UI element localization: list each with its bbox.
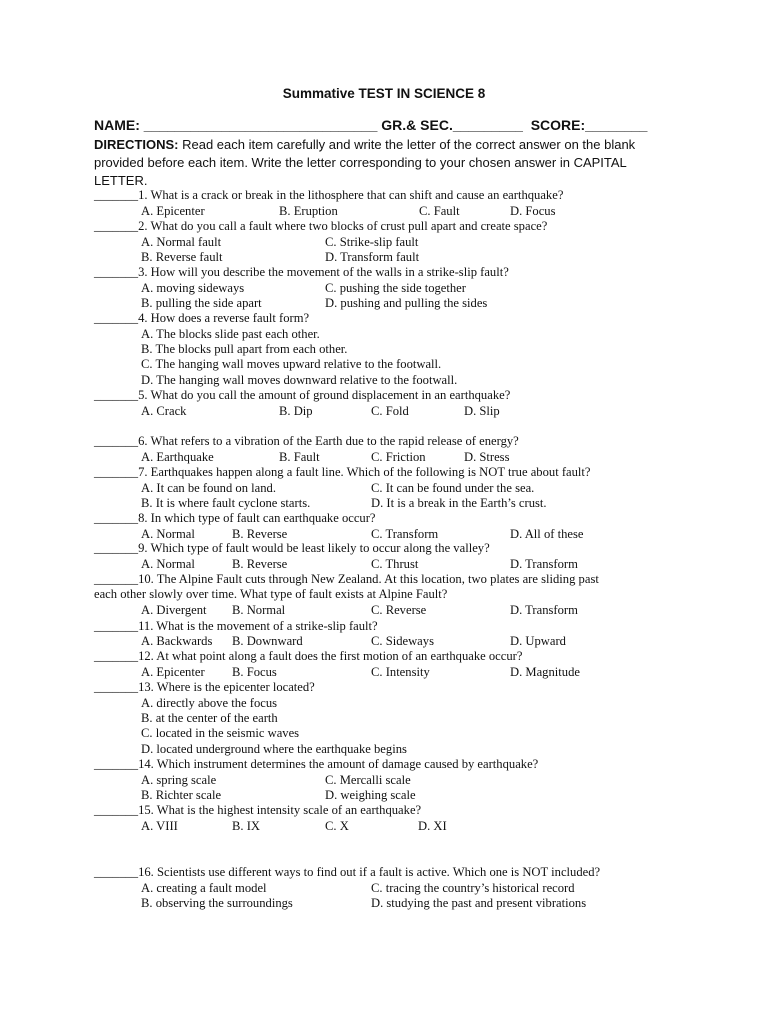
option-d: D. studying the past and present vibrations	[371, 896, 587, 910]
option-b: B. IX	[232, 819, 260, 833]
answer-blank[interactable]: _______	[94, 541, 139, 555]
option-c: C. The hanging wall moves upward relative to the footwall.	[141, 357, 442, 371]
answer-blank[interactable]: _______	[94, 219, 139, 233]
question-stem	[94, 311, 309, 326]
option-b: B. Dip	[279, 404, 313, 418]
option-d: D. Transform fault	[325, 250, 420, 264]
question-text: 14. Which instrument determines the amount of damage caused by earthquake?	[138, 757, 539, 771]
option-d: D. Stress	[464, 450, 510, 464]
answer-blank[interactable]: _______	[94, 619, 139, 633]
option-b: B. Reverse fault	[141, 250, 223, 264]
question-stem	[94, 188, 563, 203]
answer-blank[interactable]: _______	[94, 311, 139, 325]
option-a: A. moving sideways	[141, 281, 245, 295]
option-b: B. Normal	[232, 603, 286, 617]
option-c: C. Sideways	[371, 634, 434, 648]
option-b: B. Reverse	[232, 527, 288, 541]
question-stem	[94, 649, 522, 664]
option-a: A. Normal	[141, 527, 195, 541]
option-b: B. The blocks pull apart from each other.	[141, 342, 348, 356]
answer-blank[interactable]: _______	[94, 572, 139, 586]
option-d: D. Magnitude	[510, 665, 580, 679]
option-a: A. It can be found on land.	[141, 481, 276, 495]
question-text: 15. What is the highest intensity scale of an earthquake?	[138, 803, 422, 817]
option-c: C. Fault	[419, 204, 460, 218]
question-text: 7. Earthquakes happen along a fault line. Which of the following is NOT true about fault?	[138, 465, 591, 479]
option-a: A. Backwards	[141, 634, 213, 648]
question-stem	[94, 572, 599, 587]
option-d: D. Focus	[510, 204, 556, 218]
option-c: C. Transform	[371, 527, 439, 541]
question-text: 11. What is the movement of a strike-slip fault?	[138, 619, 378, 633]
option-c: C. tracing the country’s historical record	[371, 881, 575, 895]
answer-blank[interactable]: _______	[94, 865, 139, 879]
option-d: D. Slip	[464, 404, 500, 418]
question-stem	[94, 219, 547, 234]
test-title: Summative TEST IN SCIENCE 8	[282, 86, 486, 101]
option-c: C. Friction	[371, 450, 426, 464]
option-a: A. spring scale	[141, 773, 217, 787]
answer-blank[interactable]: _______	[94, 434, 139, 448]
option-b: B. at the center of the earth	[141, 711, 278, 725]
question-stem	[94, 680, 315, 695]
option-c: C. Mercalli scale	[325, 773, 411, 787]
question-stem	[94, 865, 600, 880]
option-a: A. Normal	[141, 557, 195, 571]
question-stem	[94, 511, 376, 526]
question-text-continued: each other slowly over time. What type of fault exists at Alpine Fault?	[94, 587, 448, 601]
question-text: 3. How will you describe the movement of the walls in a strike-slip fault?	[138, 265, 509, 279]
option-b: B. Richter scale	[141, 788, 222, 802]
question-text: 4. How does a reverse fault form?	[138, 311, 310, 325]
option-b: B. Fault	[279, 450, 320, 464]
option-c: C. located in the seismic waves	[141, 726, 300, 740]
option-b: B. Eruption	[279, 204, 338, 218]
option-a: A. creating a fault model	[141, 881, 267, 895]
option-c: C. It can be found under the sea.	[371, 481, 535, 495]
answer-blank[interactable]: _______	[94, 388, 139, 402]
question-text: 9. Which type of fault would be least likely to occur along the valley?	[138, 541, 490, 555]
name-blank[interactable]: ______________________________	[143, 117, 378, 133]
option-b: B. It is where fault cyclone starts.	[141, 496, 311, 510]
option-a: A. Normal fault	[141, 235, 222, 249]
option-d: D. It is a break in the Earth’s crust.	[371, 496, 547, 510]
question-stem	[94, 388, 510, 403]
question-stem	[94, 619, 378, 634]
answer-blank[interactable]: _______	[94, 757, 139, 771]
grade-section-blank[interactable]: _________	[452, 117, 523, 133]
answer-blank[interactable]: _______	[94, 803, 139, 817]
option-a: A. Divergent	[141, 603, 207, 617]
question-text: 2. What do you call a fault where two blocks of crust pull apart and create space?	[138, 219, 548, 233]
option-b: B. Reverse	[232, 557, 288, 571]
question-text: 8. In which type of fault can earthquake occur?	[138, 511, 376, 525]
question-stem	[94, 434, 519, 449]
score-label: SCORE:	[530, 117, 586, 133]
question-stem	[94, 465, 591, 480]
option-a: A. Earthquake	[141, 450, 214, 464]
option-d: D. Transform	[510, 557, 578, 571]
option-d: D. XI	[418, 819, 447, 833]
option-c: C. X	[325, 819, 349, 833]
directions-label: DIRECTIONS:	[94, 137, 179, 152]
option-c: C. Reverse	[371, 603, 427, 617]
answer-blank[interactable]: _______	[94, 511, 139, 525]
question-text: 12. At what point along a fault does the first motion of an earthquake occur?	[138, 649, 523, 663]
option-d: D. weighing scale	[325, 788, 416, 802]
answer-blank[interactable]: _______	[94, 188, 139, 202]
question-stem	[94, 541, 490, 556]
directions	[94, 136, 664, 190]
name-label: NAME:	[94, 117, 140, 133]
option-d: D. All of these	[510, 527, 584, 541]
question-text: 10. The Alpine Fault cuts through New Zealand. At this location, two plates are sliding past	[138, 572, 599, 586]
option-c: C. Thrust	[371, 557, 419, 571]
question-text: 6. What refers to a vibration of the Earth due to the rapid release of energy?	[138, 434, 519, 448]
answer-blank[interactable]: _______	[94, 649, 139, 663]
answer-blank[interactable]: _______	[94, 465, 139, 479]
student-info-header	[94, 117, 647, 133]
option-c: C. Fold	[371, 404, 409, 418]
option-a: A. The blocks slide past each other.	[141, 327, 320, 341]
option-d: D. Transform	[510, 603, 578, 617]
option-a: A. Epicenter	[141, 665, 205, 679]
option-d: D. pushing and pulling the sides	[325, 296, 488, 310]
score-blank[interactable]: ________	[585, 117, 648, 133]
grade-section-label: GR.& SEC.	[381, 117, 453, 133]
question-text: 5. What do you call the amount of ground displacement in an earthquake?	[138, 388, 511, 402]
option-a: A. directly above the focus	[141, 696, 278, 710]
question-stem	[94, 265, 509, 280]
option-a: A. Crack	[141, 404, 187, 418]
option-b: B. pulling the side apart	[141, 296, 262, 310]
question-text: 1. What is a crack or break in the lithosphere that can shift and cause an earthquake?	[138, 188, 564, 202]
option-a: A. Epicenter	[141, 204, 205, 218]
option-d: D. located underground where the earthquake begins	[141, 742, 407, 756]
directions-text: Read each item carefully and write the letter of the correct answer on the blank provided before each item. Write the letter corresponding to your chosen answer in CAPITAL LETTER.	[94, 137, 636, 188]
option-c: C. Intensity	[371, 665, 430, 679]
option-d: D. The hanging wall moves downward relative to the footwall.	[141, 373, 458, 387]
question-stem	[94, 803, 421, 818]
answer-blank[interactable]: _______	[94, 680, 139, 694]
question-text: 16. Scientists use different ways to find out if a fault is active. Which one is NOT included?	[138, 865, 601, 879]
question-stem	[94, 757, 538, 772]
option-b: B. Focus	[232, 665, 277, 679]
option-c: C. Strike-slip fault	[325, 235, 419, 249]
option-d: D. Upward	[510, 634, 566, 648]
option-b: B. observing the surroundings	[141, 896, 293, 910]
question-text: 13. Where is the epicenter located?	[138, 680, 315, 694]
option-b: B. Downward	[232, 634, 303, 648]
option-a: A. VIII	[141, 819, 178, 833]
option-c: C. pushing the side together	[325, 281, 466, 295]
answer-blank[interactable]: _______	[94, 265, 139, 279]
